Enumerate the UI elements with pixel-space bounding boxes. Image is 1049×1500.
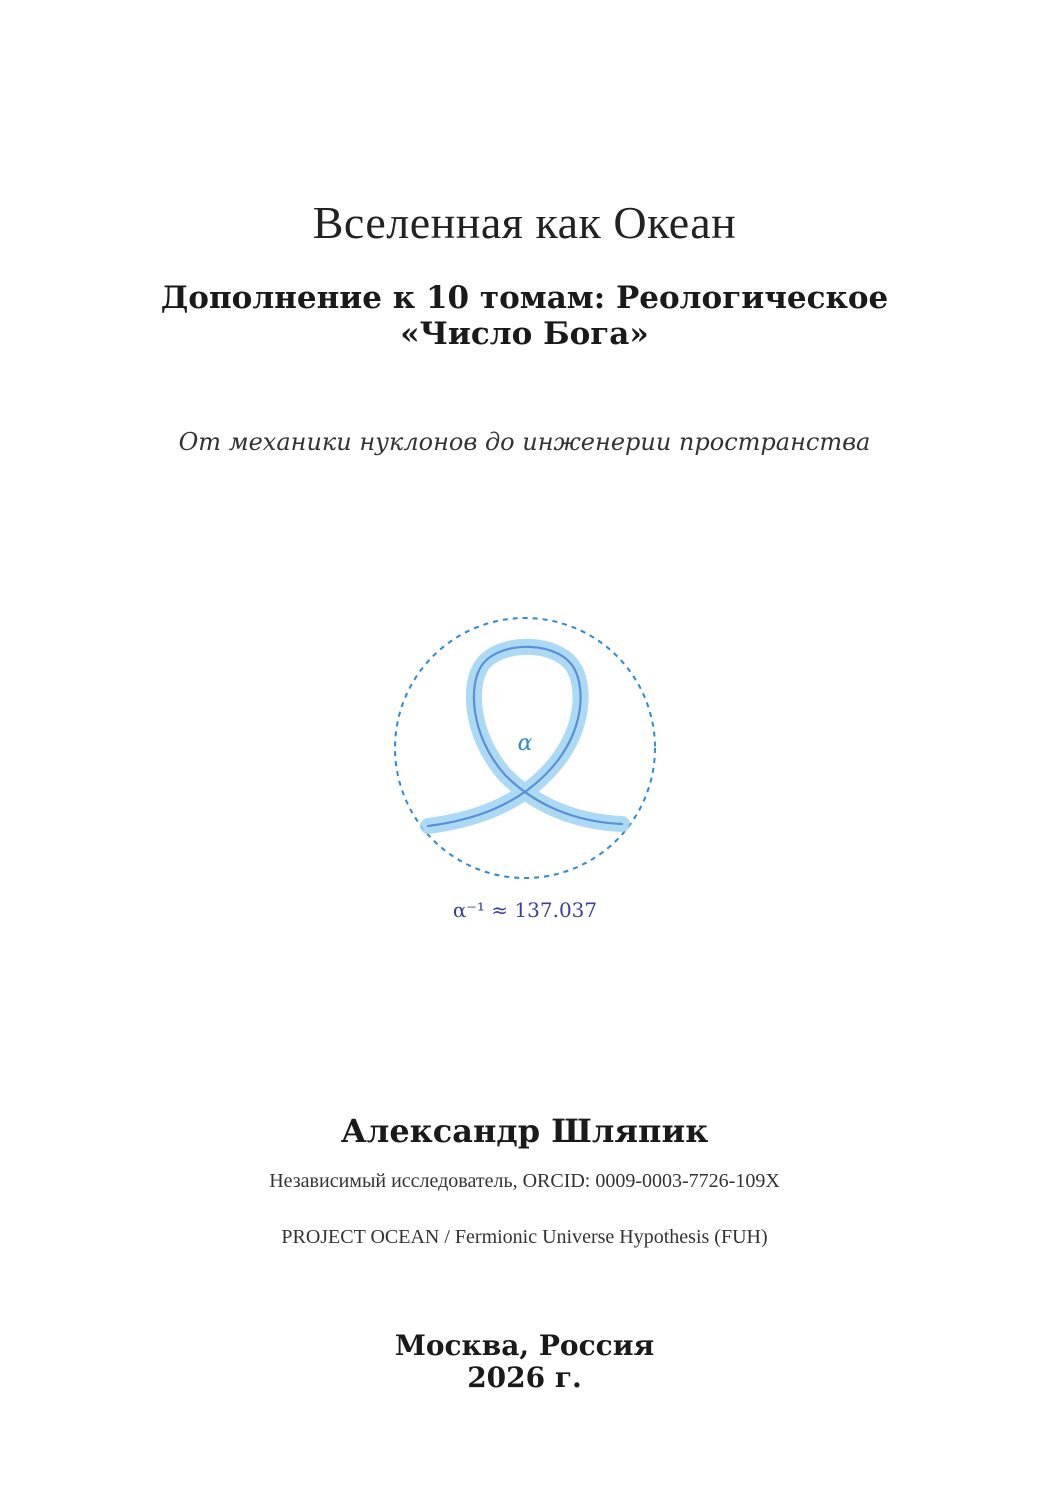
book-tagline: От механики нуклонов до инженерии пространства bbox=[178, 428, 871, 456]
project-name: PROJECT OCEAN / Fermionic Universe Hypothesis (FUH) bbox=[281, 1226, 768, 1248]
imprint bbox=[0, 1330, 1049, 1394]
imprint-year: 2026 г. bbox=[467, 1361, 582, 1394]
subtitle-line-2: «Число Бога» bbox=[400, 316, 649, 352]
knot-svg bbox=[380, 600, 670, 940]
subtitle-line-1: Дополнение к 10 томам: Реологическое bbox=[160, 280, 889, 316]
author-affiliation: Независимый исследователь, ORCID: 0009-0003-7726-109X bbox=[269, 1170, 780, 1192]
book-subtitle bbox=[0, 280, 1049, 352]
book-title: Вселенная как Океан bbox=[312, 197, 737, 248]
knot-figure bbox=[380, 600, 670, 940]
imprint-city: Москва, Россия bbox=[394, 1329, 655, 1362]
fine-structure-formula: α⁻¹ ≈ 137.037 bbox=[452, 898, 598, 922]
alpha-label: α bbox=[517, 731, 533, 756]
author-name: Александр Шляпик bbox=[340, 1112, 709, 1150]
